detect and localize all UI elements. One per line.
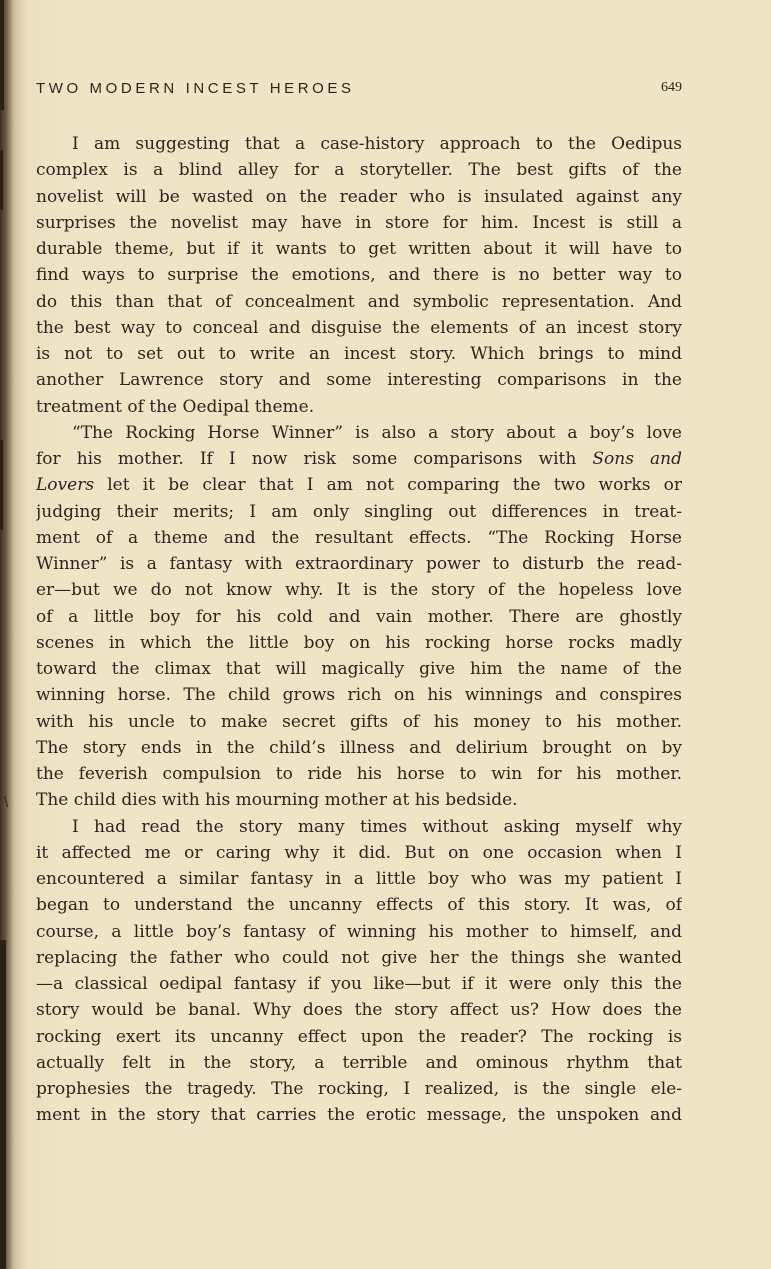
binding-edge-mark (0, 940, 6, 1269)
text-line: —a classical oedipal fantasy if you like—but if it were only this the (36, 974, 682, 994)
text-segment: let it be clear that I am not comparing the two works or (107, 475, 682, 496)
text-line: “The Rocking Horse Winner” is also a story about a boy’s love (72, 422, 682, 443)
text-line: find ways to surprise the emotions, and there is no better way to (36, 265, 682, 286)
text-line: began to understand the uncanny effects of this story. It was, of (36, 895, 682, 916)
text-line: ment in the story that carries the erotic message, the unspoken and (36, 1105, 682, 1126)
chapter-title: TWO MODERN INCEST HEROES (36, 80, 355, 97)
text-line: Winner” is a fantasy with extraordinary power to disturb the read- (36, 554, 682, 574)
text-line: it affected me or caring why it did. But on one occasion when I (36, 842, 682, 863)
text-line: encountered a similar fantasy in a little boy who was my patient I (36, 869, 682, 889)
body-text (36, 131, 682, 1129)
binding-edge-mark (0, 440, 3, 530)
text-line: scenes in which the little boy on his rocking horse rocks madly (36, 632, 682, 653)
margin-mark: \ (4, 794, 9, 811)
text-line: of a little boy for his cold and vain mother. There are ghostly (36, 606, 682, 627)
binding-edge-mark (0, 0, 4, 110)
text-line-with-title (36, 446, 682, 472)
binding-edge-mark (0, 150, 3, 210)
text-line: The child dies with his mourning mother at his bedside. (36, 790, 518, 811)
text-line: course, a little boy’s fantasy of winning his mother to himself, and (36, 921, 682, 942)
text-line: story would be banal. Why does the story affect us? How does the (36, 1000, 682, 1021)
text-line: novelist will be wasted on the reader who is insulated against any (36, 186, 682, 207)
text-line: actually felt in the story, a terrible and ominous rhythm that (36, 1052, 682, 1073)
text-line: I am suggesting that a case-history approach to the Oedipus (72, 134, 682, 154)
text-line: prophesies the tragedy. The rocking, I realized, is the single ele- (36, 1079, 682, 1099)
page-number: 649 (661, 80, 682, 95)
text-line: do this than that of concealment and symbolic representation. And (36, 291, 682, 312)
text-line: rocking exert its uncanny effect upon the reader? The rocking is (36, 1026, 682, 1047)
text-line: with his uncle to make secret gifts of his money to his mother. (36, 711, 682, 732)
text-segment: for his mother. If I now risk some comparisons with (36, 449, 577, 469)
running-head (36, 80, 682, 102)
text-line: is not to set out to write an incest story. Which brings to mind (36, 344, 682, 364)
text-line: toward the climax that will magically give him the name of the (36, 659, 682, 679)
book-title-italic: Sons and (592, 449, 682, 469)
book-title-italic: Lovers (36, 475, 95, 496)
text-line: I had read the story many times without asking myself why (72, 816, 682, 837)
text-line: judging their merits; I am only singling out differences in treat- (36, 501, 682, 522)
text-line: The story ends in the child’s illness and delirium brought on by (36, 737, 682, 758)
text-line: the best way to conceal and disguise the elements of an incest story (36, 317, 682, 338)
text-line: winning horse. The child grows rich on his winnings and conspires (36, 685, 682, 706)
text-line: ment of a theme and the resultant effects. “The Rocking Horse (36, 527, 682, 548)
text-line: er—but we do not know why. It is the story of the hopeless love (36, 580, 682, 601)
text-line: replacing the father who could not give her the things she wanted (36, 947, 682, 968)
text-line: treatment of the Oedipal theme. (36, 396, 315, 417)
text-line-with-title (36, 472, 682, 498)
text-line: surprises the novelist may have in store for him. Incest is still a (36, 212, 682, 233)
text-line: complex is a blind alley for a storyteller. The best gifts of the (36, 160, 682, 181)
text-line: another Lawrence story and some interesting comparisons in the (36, 370, 682, 391)
text-line: durable theme, but if it wants to get written about it will have to (36, 239, 682, 259)
text-line: the feverish compulsion to ride his horse to win for his mother. (36, 764, 682, 784)
